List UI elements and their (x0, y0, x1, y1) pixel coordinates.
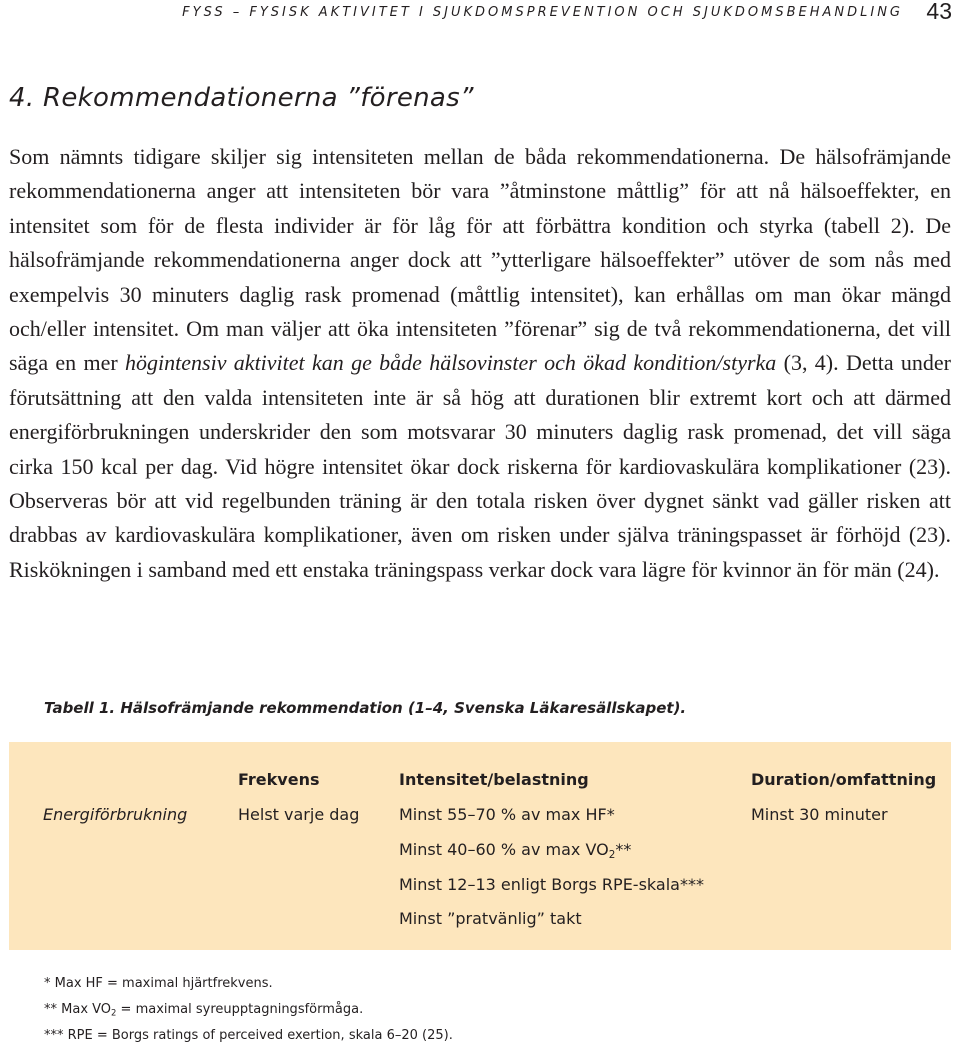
footnote-3: *** RPE = Borgs ratings of perceived exertion, skala 6–20 (25). (44, 1028, 453, 1043)
section-heading: 4. Rekommendationerna ”förenas” (9, 83, 474, 113)
table-header-intensity: Intensitet/belastning (399, 770, 589, 789)
table-footnotes (44, 971, 453, 1049)
footnote-2: ** Max $VO_2$ = maximal syreupptagningsförmåga. (44, 1002, 364, 1018)
running-head-title: FYSS – FYSISK AKTIVITET I SJUKDOMSPREVENTION OCH SJUKDOMSBEHANDLING (182, 5, 903, 20)
body-text-emphasis: högintensiv aktivitet kan ge både hälsovinster och ökad kondition/styrka (125, 350, 777, 376)
body-paragraph (9, 140, 951, 587)
table-row-label: Energiförbrukning (43, 805, 188, 824)
table-cell-intensity-2: Minst 40–60 % av $\max VO_2**$ (399, 840, 632, 862)
table-header-frequency: Frekvens (238, 770, 320, 789)
table-cell-frequency: Helst varje dag (238, 805, 360, 824)
table-cell-duration: Minst 30 minuter (751, 805, 888, 824)
table-cell-intensity-3: Minst 12–13 enligt Borgs RPE-skala*** (399, 875, 704, 894)
recommendation-table (9, 742, 951, 950)
table-header-duration: Duration/omfattning (751, 770, 937, 789)
page-number: 43 (926, 0, 952, 24)
table-cell-intensity-4: Minst ”pratvänlig” takt (399, 909, 582, 928)
running-head (0, 0, 960, 30)
body-text-part-2: (3, 4). Detta under förutsättning att den valda intensiteten inte är så hög att durationen blir extremt kort och att därmed energiförbrukningen underskrider den som motsvarar 30 minuters daglig rask promenad, det vill säga cirka 150 kcal per dag. Vid högre intensitet ökar dock riskerna för kardiovaskulära komplikationer (23). Observeras bör att vid regelbunden träning är den totala risken över dygnet sänkt vad gäller risken att drabbas av kardiovaskulära komplikationer, även om risken under själva träningspasset är förhöjd (23). Riskökningen i samband med ett enstaka träningspass verkar dock vara lägre för kvinnor än för män (24). (9, 350, 952, 582)
table-caption: Tabell 1. Hälsofrämjande rekommendation (1–4, Svenska Läkaresällskapet). (44, 699, 687, 717)
footnote-1: * Max HF = maximal hjärtfrekvens. (44, 976, 273, 991)
body-text-part-1: Som nämnts tidigare skiljer sig intensiteten mellan de båda rekommendationerna. De hälsofrämjande rekommendationerna anger att intensiteten bör vara ”åtminstone måttlig” för att nå hälsoeffekter, en intensitet som för de flesta individer är för låg för att förbättra kondition och styrka (tabell 2). De hälsofrämjande rekommendationerna anger dock att ”ytterligare hälsoeffekter” utöver de som nås med exempelvis 30 minuters daglig rask promenad (måttlig intensitet), kan erhållas om man ökar mängd och/eller intensitet. Om man väljer att öka intensiteten ”förenar” sig de två rekommendationerna, det vill säga en mer (9, 144, 951, 376)
table-cell-intensity-1: Minst 55–70 % av max HF* (399, 805, 615, 824)
